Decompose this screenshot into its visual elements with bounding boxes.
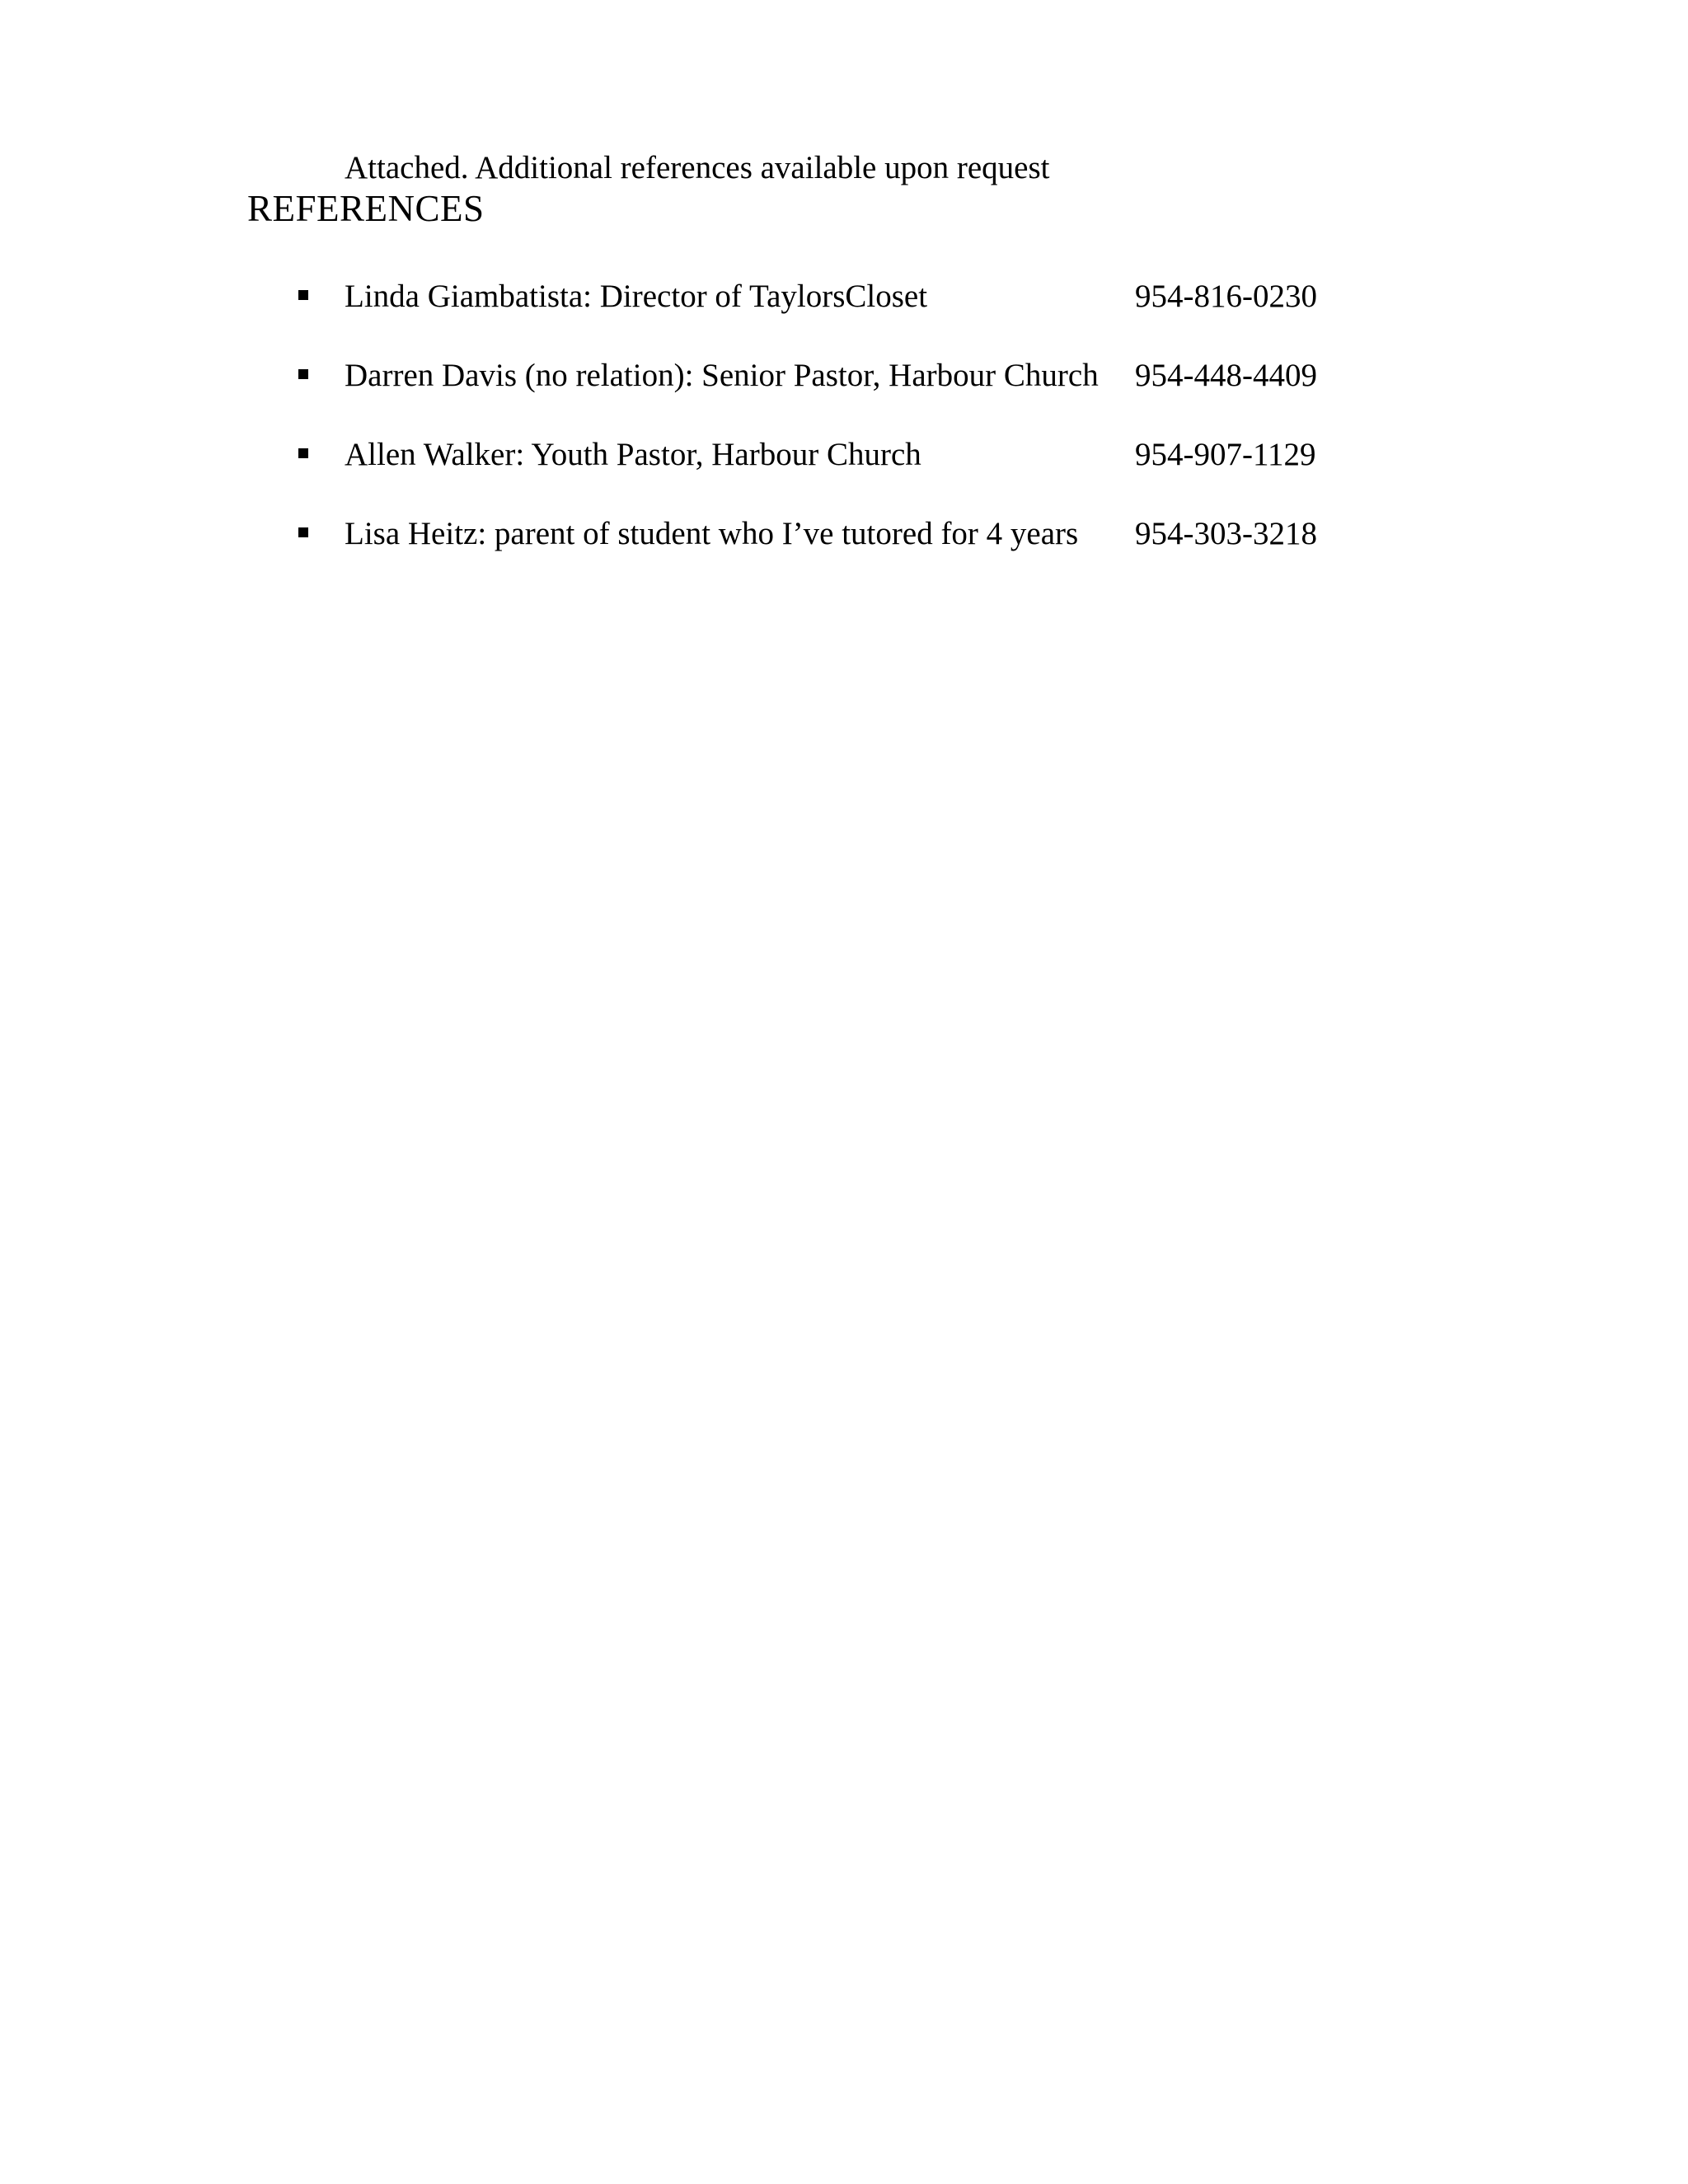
reference-item	[0, 275, 1688, 318]
reference-text: Lisa Heitz: parent of student who I’ve tutored for 4 years	[345, 516, 1079, 551]
reference-item	[0, 354, 1688, 397]
reference-phone: 954-907-1129	[1135, 437, 1316, 472]
reference-item	[0, 434, 1688, 476]
reference-phone: 954-303-3218	[1135, 516, 1317, 551]
square-bullet-icon	[298, 290, 308, 300]
references-heading: REFERENCES	[247, 188, 485, 229]
reference-phone: 954-448-4409	[1135, 358, 1317, 393]
intro-line: Attached. Additional references available upon request	[345, 150, 1050, 185]
square-bullet-icon	[298, 448, 308, 458]
reference-text: Linda Giambatista: Director of TaylorsCloset	[345, 279, 928, 314]
square-bullet-icon	[298, 369, 308, 379]
reference-item	[0, 513, 1688, 555]
square-bullet-icon	[298, 527, 308, 537]
reference-text: Darren Davis (no relation): Senior Pastor, Harbour Church	[345, 358, 1099, 393]
reference-phone: 954-816-0230	[1135, 279, 1317, 314]
reference-text: Allen Walker: Youth Pastor, Harbour Church	[345, 437, 921, 472]
